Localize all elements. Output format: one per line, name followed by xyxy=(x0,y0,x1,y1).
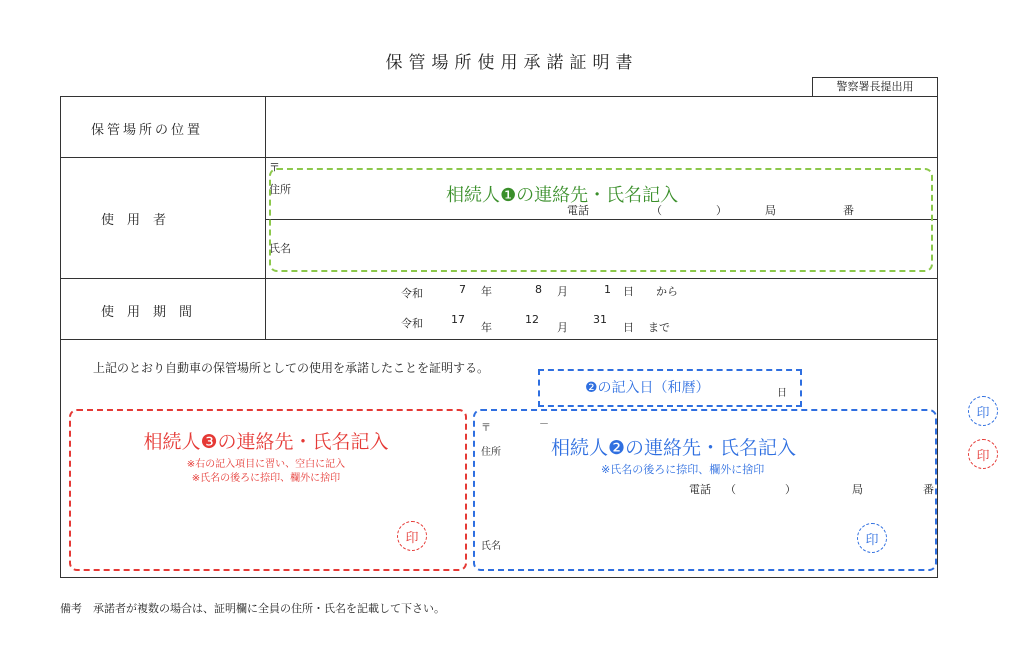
heir3-note-1: ※右の記入項目に習い、空白に記入 xyxy=(186,459,346,470)
user-name-label: 氏名 xyxy=(269,242,291,255)
heir2-phone-number: 番 xyxy=(923,483,934,496)
heir2-postal-mark: 〒 xyxy=(481,423,491,434)
period-from-label: から xyxy=(656,285,678,298)
period-month-2: 12 xyxy=(525,313,539,326)
heir2-phone-label: 電話 xyxy=(689,483,711,496)
heir2-phone-bureau: 局 xyxy=(852,483,863,496)
period-day-2: 31 xyxy=(593,313,607,326)
period-day-unit-1: 日 xyxy=(623,285,634,298)
heir1-note: 相続人❶の連絡先・氏名記入 xyxy=(446,185,679,206)
heir2-title: 相続人❷の連絡先・氏名記入 xyxy=(551,437,797,459)
period-month-unit-1: 月 xyxy=(557,285,568,298)
period-year-unit-1: 年 xyxy=(481,285,492,298)
margin-seal-stamp-blue: 印 xyxy=(968,396,998,426)
heir2-phone-paren-close: ） xyxy=(785,483,796,496)
form-title: 保管場所使用承諾証明書 xyxy=(385,53,639,73)
heir3-note-2: ※氏名の後ろに捺印、欄外に捨印 xyxy=(191,473,341,484)
user-address-field[interactable] xyxy=(267,163,935,215)
heir3-seal-stamp: 印 xyxy=(397,521,427,551)
date-day-unit: 日 xyxy=(777,388,787,399)
heir2-address-label: 住所 xyxy=(481,447,501,458)
submit-tag: 警察署長提出用 xyxy=(812,77,938,97)
heir2-phone-paren-open: （ xyxy=(725,483,736,496)
period-day-1: 1 xyxy=(604,283,611,296)
period-year-1: 7 xyxy=(459,283,466,296)
heir2-seal-stamp: 印 xyxy=(857,523,887,553)
user-address-label: 住所 xyxy=(269,183,291,196)
heir2-name-field[interactable] xyxy=(501,517,841,561)
user-label: 使 用 者 xyxy=(101,213,167,228)
period-era-1: 令和 xyxy=(401,287,423,300)
heir2-name-label: 氏名 xyxy=(481,541,501,552)
date-note: ❷の記入日（和暦） xyxy=(585,380,710,396)
period-label: 使 用 期 間 xyxy=(101,305,193,320)
form-table xyxy=(60,96,938,578)
user-phone-number: 番 xyxy=(843,204,854,217)
certify-text: 上記のとおり自動車の保管場所としての使用を承諾したことを証明する。 xyxy=(93,361,490,375)
heir2-postal-dash: － xyxy=(539,419,549,430)
user-phone-paren-close: ） xyxy=(716,204,727,217)
margin-seal-stamp-red: 印 xyxy=(968,439,998,469)
remarks: 備考 承諾者が複数の場合は、証明欄に全員の住所・氏名を記載して下さい。 xyxy=(60,602,445,615)
period-day-unit-2: 日 xyxy=(623,321,634,334)
heir2-note: ※氏名の後ろに捺印、欄外に捨印 xyxy=(601,463,765,476)
location-field[interactable] xyxy=(267,99,935,155)
period-year-unit-2: 年 xyxy=(481,321,492,334)
period-era-2: 令和 xyxy=(401,317,423,330)
period-year-2: 17 xyxy=(451,313,465,326)
period-month-unit-2: 月 xyxy=(557,321,568,334)
user-phone-bureau: 局 xyxy=(765,204,776,217)
location-label: 保管場所の位置 xyxy=(91,123,204,138)
user-name-field[interactable] xyxy=(291,223,931,273)
user-phone-paren-open: （ xyxy=(651,204,662,217)
period-until-label: まで xyxy=(648,321,670,334)
period-month-1: 8 xyxy=(535,283,542,296)
heir3-title: 相続人❸の連絡先・氏名記入 xyxy=(143,431,389,453)
heir2-address-field[interactable] xyxy=(501,417,921,487)
user-postal-mark: 〒 xyxy=(269,161,280,174)
user-phone-label: 電話 xyxy=(567,204,589,217)
